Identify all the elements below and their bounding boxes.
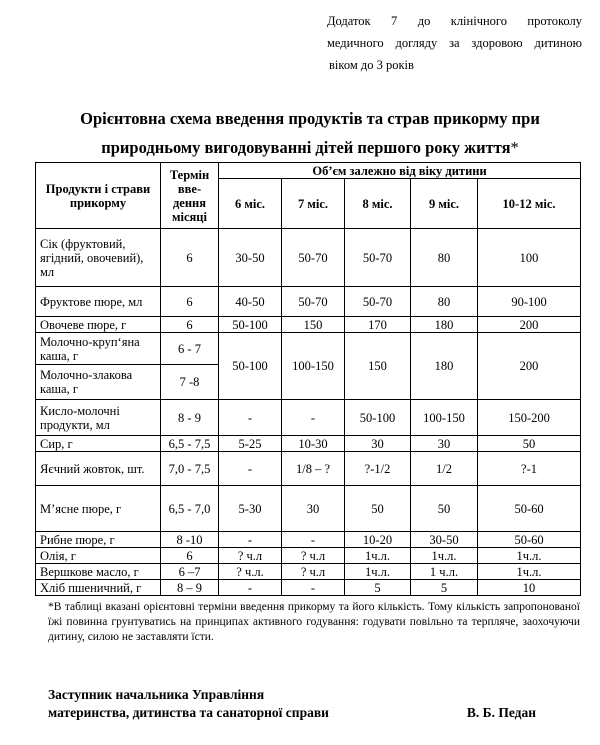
volume-cell: ? ч.л bbox=[219, 548, 282, 564]
product-name: Молочно-злакова каша, г bbox=[36, 365, 161, 400]
volume-cell: 1ч.л. bbox=[478, 564, 581, 580]
volume-cell: - bbox=[282, 400, 345, 436]
volume-cell: 5 bbox=[345, 580, 411, 596]
intro-term: 8 – 9 bbox=[161, 580, 219, 596]
table-row bbox=[36, 486, 581, 532]
table-row bbox=[36, 229, 581, 287]
intro-term: 7,0 - 7,5 bbox=[161, 452, 219, 486]
signature-position-line-2: материнства, дитинства та санаторної справи bbox=[48, 705, 329, 720]
table-row bbox=[36, 287, 581, 317]
volume-cell: 80 bbox=[411, 287, 478, 317]
volume-cell: - bbox=[219, 532, 282, 548]
volume-cell: 10 bbox=[478, 580, 581, 596]
product-name: Яєчний жовток, шт. bbox=[36, 452, 161, 486]
volume-cell: 50-60 bbox=[478, 486, 581, 532]
volume-cell: - bbox=[219, 400, 282, 436]
product-name: М’ясне пюре, г bbox=[36, 486, 161, 532]
volume-cell: 30-50 bbox=[219, 229, 282, 287]
product-name: Молочно-круп‘яна каша, г bbox=[36, 333, 161, 365]
table-row bbox=[36, 317, 581, 333]
intro-term: 6,5 - 7,5 bbox=[161, 436, 219, 452]
volume-cell: 30 bbox=[345, 436, 411, 452]
volume-cell: 50 bbox=[411, 486, 478, 532]
volume-cell-merged: 200 bbox=[478, 333, 581, 400]
header-age-10-12: 10-12 міс. bbox=[478, 179, 581, 229]
signature-name: В. Б. Педан bbox=[466, 705, 536, 720]
volume-cell: ?-1/2 bbox=[345, 452, 411, 486]
table-row bbox=[36, 436, 581, 452]
header-volume: Об’єм залежно від віку дитини bbox=[219, 163, 581, 179]
annex-line-1: Додаток 7 до клінічного протоколу bbox=[327, 14, 582, 28]
product-name: Рибне пюре, г bbox=[36, 532, 161, 548]
product-name: Овочеве пюре, г bbox=[36, 317, 161, 333]
volume-cell: ? ч.л bbox=[282, 564, 345, 580]
footnote bbox=[48, 600, 580, 645]
volume-cell: 50 bbox=[478, 436, 581, 452]
volume-cell: 1/2 bbox=[411, 452, 478, 486]
volume-cell: 100 bbox=[478, 229, 581, 287]
volume-cell: 50 bbox=[345, 486, 411, 532]
volume-cell: 5 bbox=[411, 580, 478, 596]
table-row bbox=[36, 580, 581, 596]
header-products: Продукти і страви прикорму bbox=[36, 163, 161, 229]
title-line-2-text: природньому вигодовуванні дітей першого року життя bbox=[101, 138, 511, 157]
header-age-8: 8 міс. bbox=[345, 179, 411, 229]
product-name: Сир, г bbox=[36, 436, 161, 452]
volume-cell: 10-30 bbox=[282, 436, 345, 452]
volume-cell: - bbox=[219, 580, 282, 596]
volume-cell: - bbox=[219, 452, 282, 486]
volume-cell: 90-100 bbox=[478, 287, 581, 317]
volume-cell: 50-70 bbox=[345, 229, 411, 287]
title-asterisk: * bbox=[510, 138, 519, 157]
volume-cell: ? ч.л bbox=[282, 548, 345, 564]
volume-cell: 1/8 – ? bbox=[282, 452, 345, 486]
volume-cell: 50-100 bbox=[345, 400, 411, 436]
volume-cell: 50-100 bbox=[219, 317, 282, 333]
volume-cell: 200 bbox=[478, 317, 581, 333]
intro-term: 8 -10 bbox=[161, 532, 219, 548]
volume-cell: 150 bbox=[282, 317, 345, 333]
volume-cell: ?-1 bbox=[478, 452, 581, 486]
volume-cell: 5-30 bbox=[219, 486, 282, 532]
volume-cell: 50-70 bbox=[282, 229, 345, 287]
volume-cell: 5-25 bbox=[219, 436, 282, 452]
signature-position-line-1: Заступник начальника Управління bbox=[48, 687, 265, 702]
intro-term: 7 -8 bbox=[161, 365, 219, 400]
table-row bbox=[36, 564, 581, 580]
volume-cell: 1ч.л. bbox=[478, 548, 581, 564]
volume-cell: 30-50 bbox=[411, 532, 478, 548]
volume-cell: ? ч.л. bbox=[219, 564, 282, 580]
volume-cell-merged: 50-100 bbox=[219, 333, 282, 400]
signature-block bbox=[48, 686, 580, 722]
intro-term: 6 bbox=[161, 229, 219, 287]
volume-cell: 10-20 bbox=[345, 532, 411, 548]
intro-term: 8 - 9 bbox=[161, 400, 219, 436]
volume-cell-merged: 100-150 bbox=[282, 333, 345, 400]
volume-cell-merged: 180 bbox=[411, 333, 478, 400]
header-age-6: 6 міс. bbox=[219, 179, 282, 229]
volume-cell: 80 bbox=[411, 229, 478, 287]
annex-line-2: медичного догляду за здоровою дитиною bbox=[327, 36, 582, 50]
volume-cell: 170 bbox=[345, 317, 411, 333]
volume-cell: 1 ч.л. bbox=[411, 564, 478, 580]
volume-cell: 150-200 bbox=[478, 400, 581, 436]
volume-cell: - bbox=[282, 532, 345, 548]
intro-term: 6,5 - 7,0 bbox=[161, 486, 219, 532]
product-name: Хліб пшеничний, г bbox=[36, 580, 161, 596]
volume-cell-merged: 150 bbox=[345, 333, 411, 400]
annex-line-3: віком до 3 років bbox=[329, 58, 414, 72]
title-line-2 bbox=[40, 133, 580, 162]
product-name: Сік (фруктовий, ягідний, овочевий), мл bbox=[36, 229, 161, 287]
product-name: Вершкове масло, г bbox=[36, 564, 161, 580]
product-name: Кисло-молочні продукти, мл bbox=[36, 400, 161, 436]
volume-cell: 30 bbox=[282, 486, 345, 532]
product-name: Фруктове пюре, мл bbox=[36, 287, 161, 317]
footnote-text: *В таблиці вказані орієнтовні терміни введення прикорму та його кількість. Тому кількість запропонованої їжі повинна грунтуватись на принципах активного годування: годувати повільно та терпляче, заохочуючи дитину, силою не заставляти їсти. bbox=[48, 601, 580, 643]
complementary-feeding-table bbox=[35, 162, 581, 596]
intro-term: 6 bbox=[161, 317, 219, 333]
table-row bbox=[36, 452, 581, 486]
intro-term: 6 bbox=[161, 548, 219, 564]
table-row bbox=[36, 400, 581, 436]
intro-term: 6 –7 bbox=[161, 564, 219, 580]
header-term: Термін вве-дення місяці bbox=[161, 163, 219, 229]
volume-cell: 1ч.л. bbox=[345, 564, 411, 580]
volume-cell: 50-60 bbox=[478, 532, 581, 548]
annex-note bbox=[327, 10, 582, 76]
table-row bbox=[36, 333, 581, 365]
table-row bbox=[36, 548, 581, 564]
intro-term: 6 bbox=[161, 287, 219, 317]
header-age-9: 9 міс. bbox=[411, 179, 478, 229]
document-title bbox=[40, 104, 580, 162]
volume-cell: 100-150 bbox=[411, 400, 478, 436]
volume-cell: 50-70 bbox=[345, 287, 411, 317]
product-name: Олія, г bbox=[36, 548, 161, 564]
title-line-1: Орієнтовна схема введення продуктів та страв прикорму при bbox=[80, 109, 540, 128]
volume-cell: 180 bbox=[411, 317, 478, 333]
volume-cell: 40-50 bbox=[219, 287, 282, 317]
volume-cell: 50-70 bbox=[282, 287, 345, 317]
volume-cell: 30 bbox=[411, 436, 478, 452]
volume-cell: 1ч.л. bbox=[345, 548, 411, 564]
volume-cell: - bbox=[282, 580, 345, 596]
table-row bbox=[36, 532, 581, 548]
volume-cell: 1ч.л. bbox=[411, 548, 478, 564]
intro-term: 6 - 7 bbox=[161, 333, 219, 365]
header-age-7: 7 міс. bbox=[282, 179, 345, 229]
